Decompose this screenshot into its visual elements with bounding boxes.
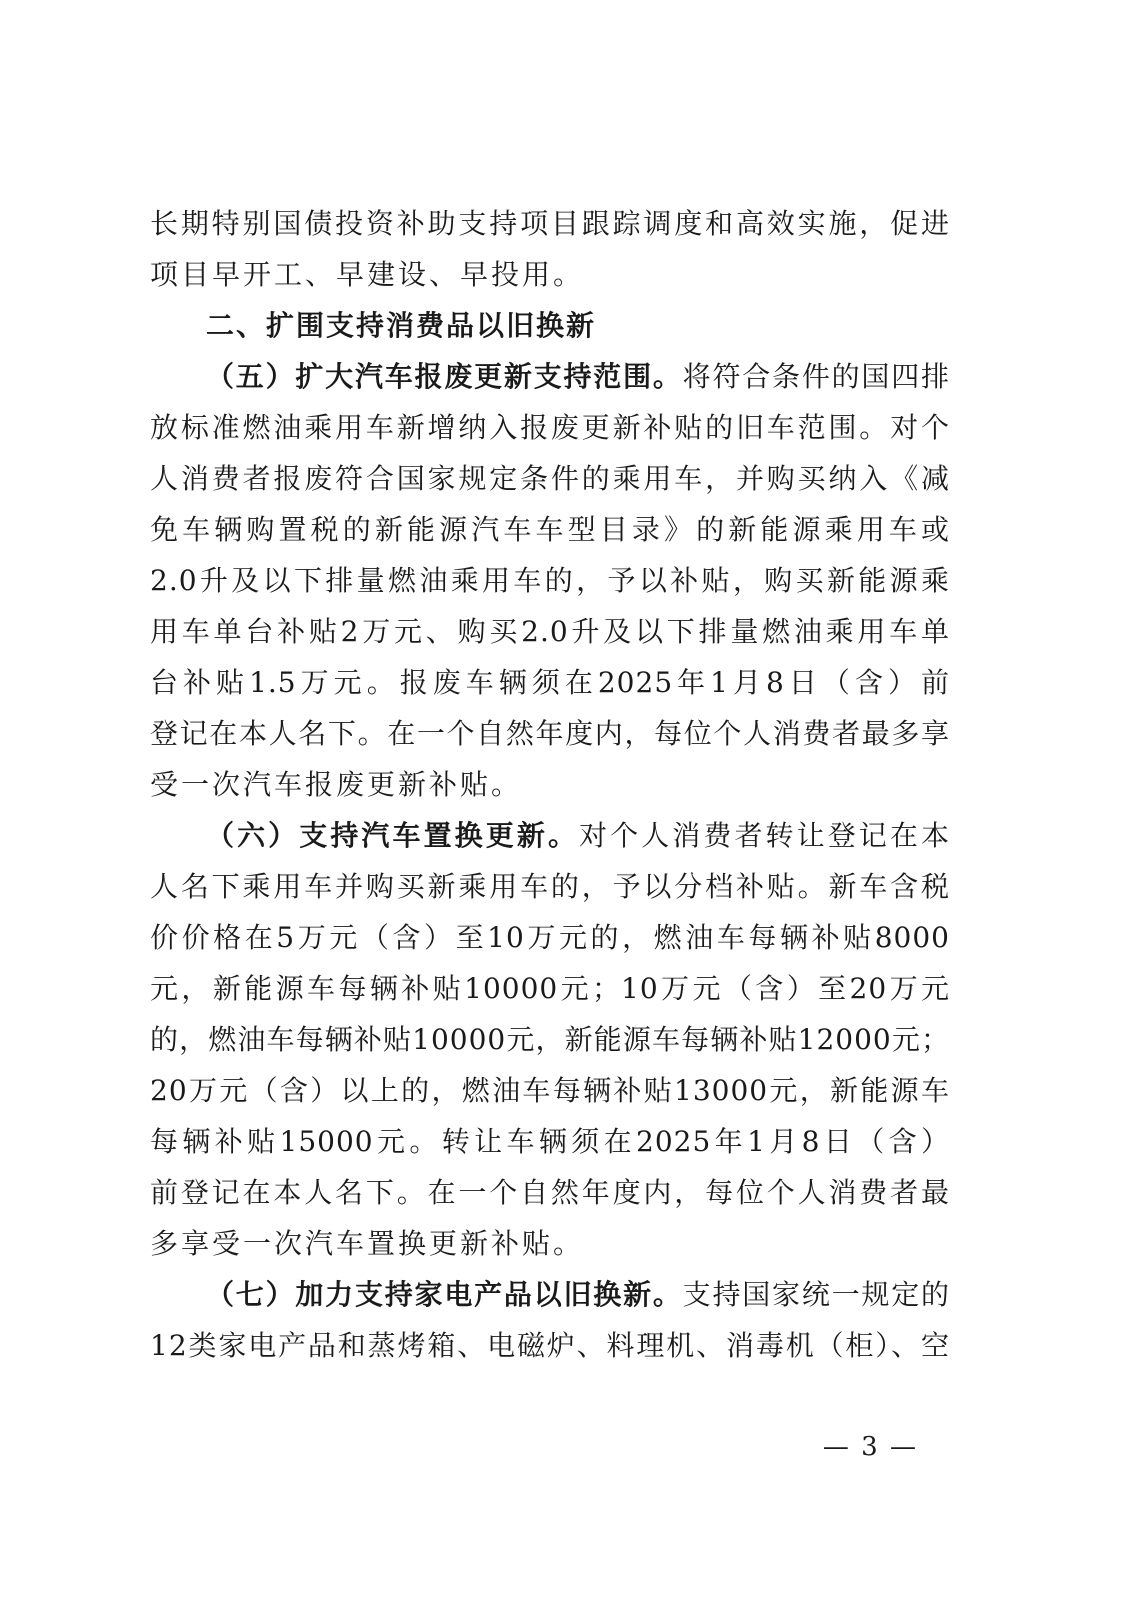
text-line: 用车单台补贴2万元、购买2.0升及以下排量燃油乘用车单 (150, 615, 950, 648)
text-line: 12类家电产品和蒸烤箱、电磁炉、料理机、消毒机（柜）、空 (150, 1329, 950, 1362)
paragraph-first-line (150, 1269, 950, 1320)
text-line: 人名下乘用车并购买新乘用车的，予以分档补贴。新车含税 (150, 870, 950, 903)
text-line: 前登记在本人名下。在一个自然年度内，每位个人消费者最 (150, 1176, 950, 1209)
text-line: 多享受一次汽车置换更新补贴。 (150, 1227, 585, 1260)
section-heading: 二、扩围支持消费品以旧换新 (206, 309, 597, 342)
text-line: 台补贴1.5万元。报废车辆须在2025年1月8日（含）前 (150, 666, 950, 699)
page-number: — 3 — (822, 1432, 918, 1462)
paragraph-title: （七）加力支持家电产品以旧换新。 (206, 1278, 683, 1311)
text-line: 2.0升及以下排量燃油乘用车的，予以补贴，购买新能源乘 (150, 564, 950, 597)
text-line: 价价格在5万元（含）至10万元的，燃油车每辆补贴8000 (150, 921, 950, 954)
text-line: 每辆补贴15000元。转让车辆须在2025年1月8日（含） (150, 1125, 950, 1158)
text-line: 人消费者报废符合国家规定条件的乘用车，并购买纳入《减 (150, 462, 950, 495)
paragraph-title: （五）扩大汽车报废更新支持范围。 (206, 360, 683, 393)
paragraph-text: 支持国家统一规定的 (682, 1278, 950, 1311)
paragraph-text: 对个人消费者转让登记在本 (579, 819, 950, 852)
paragraph-first-line (150, 810, 950, 861)
body-text (150, 198, 950, 1371)
text-line: 受一次汽车报废更新补贴。 (150, 768, 523, 801)
paragraph-text: 将符合条件的国四排 (682, 360, 950, 393)
text-line: 元，新能源车每辆补贴10000元；10万元（含）至20万元 (150, 972, 950, 1005)
text-line: 放标准燃油乘用车新增纳入报废更新补贴的旧车范围。对个 (150, 411, 950, 444)
text-line: 的，燃油车每辆补贴10000元，新能源车每辆补贴12000元； (150, 1023, 950, 1056)
text-line: 项目早开工、早建设、早投用。 (150, 258, 585, 291)
text-line: 登记在本人名下。在一个自然年度内，每位个人消费者最多享 (150, 717, 950, 750)
paragraph-first-line (150, 351, 950, 402)
text-line: 免车辆购置税的新能源汽车车型目录》的新能源乘用车或 (150, 513, 950, 546)
text-line: 长期特别国债投资补助支持项目跟踪调度和高效实施，促进 (150, 207, 950, 240)
text-line: 20万元（含）以上的，燃油车每辆补贴13000元，新能源车 (150, 1074, 950, 1107)
paragraph-title: （六）支持汽车置换更新。 (206, 819, 580, 852)
